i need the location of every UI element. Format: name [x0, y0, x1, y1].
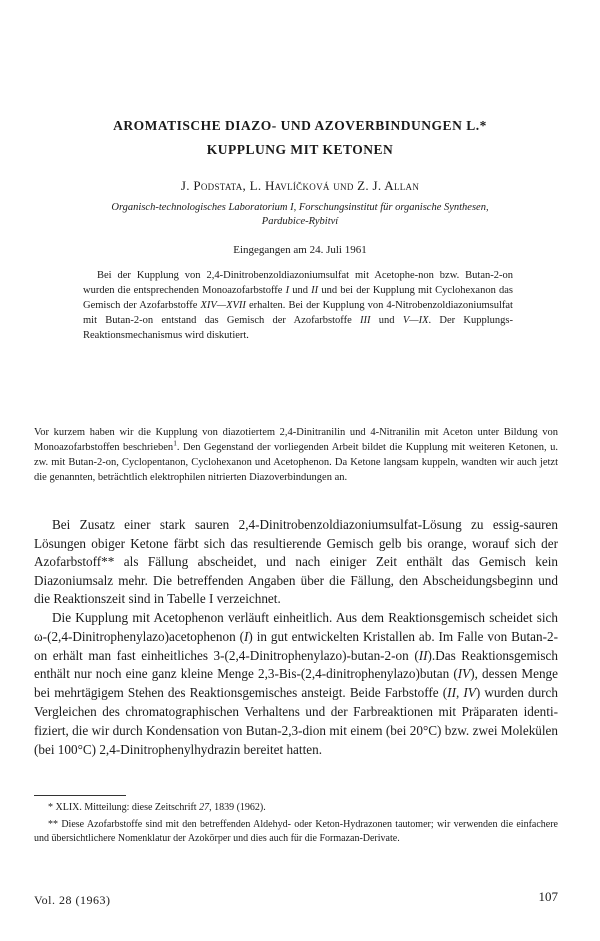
body-text: Bei Zusatz einer stark sauren 2,4-Dinitrobenzoldiazoniumsulfat-Lösung zu essig-sauren Lösungen obiger Ketone färbt sich das resultierende Gemisch gelb bis orange, worauf sich der Azofarbstoff** als Fällung abscheidet, und nach einiger Zeit enthält das Gemisch kein Diazoniumsalz mehr. Die betreffenden Angaben über die Fällung, den Abscheidungsbeginn und die Reaktionszeit sind in Tabelle I verzeichnet. — [34, 517, 558, 607]
compound-label: IV — [457, 666, 471, 682]
title-line-2: KUPPLUNG MIT KETONEN — [206, 142, 394, 157]
compound-label: II — [311, 285, 319, 296]
authors: J. Podstata, L. Havlíčková und Z. J. Allan — [180, 178, 420, 193]
abstract-text: und bei der Kupplung mit Cyclohexanon das Gemisch der Azofarbstoffe — [83, 285, 513, 311]
abstract-text: Bei der Kupplung von 2,4-Dinitrobenzoldiazoniumsulfat mit Acetophe-non bzw. Butan-2-on wurden die entsprechenden Monoazofarbstoffe — [83, 270, 513, 296]
journal-volume: Vol. 28 (1963) — [34, 893, 111, 907]
intro-text: . Den Gegenstand der vorliegenden Arbeit bildet die Kupplung mit weiteren Ketonen, u. zw. mit Butan-2-on, Cyclopentanon, Cyclohexanon und Acetophenon. Da Ketone langsam kuppeln, wandten wir auch jetzt die genannten, beträchtlich elektrophilen nitrierten Diazoverbindungen an. — [34, 442, 559, 483]
body-text: ) wurden durch Vergleichen des chromatographischen Verhaltens und der Farbreaktionen mit Präparaten identi-fiziert, die wir durch Kondensation von Butan-2,3-dion mit einem (bei 20°C) bzw. zwei Molekülen (bei 100°C) 2,4-Dinitrophenylhydrazin bereitet hatten. — [34, 685, 559, 757]
footnote-1 — [34, 801, 558, 815]
body-text: ).Das Reaktionsgemisch enthält nur noch eine ganz kleine Menge 2,3-Bis-(2,4-dinitrophenylazo)butan ( — [34, 647, 558, 682]
compound-label: I — [285, 285, 290, 296]
footnote-text: * XLIX. Mitteilung: diese Zeitschrift — [48, 802, 200, 813]
volume-number: 27 — [199, 802, 210, 813]
compound-label: I — [243, 628, 249, 644]
footnote-2 — [34, 818, 558, 846]
abstract-text: und — [370, 315, 403, 326]
abstract — [83, 268, 513, 343]
body-text: ) in gut entwickelten Kristallen ab. Im Falle von Butan-2-on erhält man fast einheitliches 3-(2,4-Dinitrophenylazo)-butan-2-on ( — [34, 628, 558, 663]
intro-paragraph — [34, 425, 558, 485]
body-paragraph-1 — [34, 516, 558, 609]
body-text: ), dessen Menge bei mehrtägigem Stehen des Reaktionsgemisches ansteigt. Beide Farbstoffe ( — [34, 666, 558, 701]
intro-text: Vor kurzem haben wir die Kupplung von diazotiertem 2,4-Dinitranilin und 4-Nitranilin mit Aceton unter Bildung von Monoazofarbstoffen beschrieben — [34, 427, 558, 453]
compound-label: V—IX — [402, 315, 429, 326]
page-number: 107 — [538, 889, 558, 904]
compound-label: II, IV — [447, 685, 476, 701]
title-line-1: AROMATISCHE DIAZO- UND AZOVERBINDUNGEN L.* — [113, 118, 487, 133]
compound-label: II — [418, 647, 428, 663]
abstract-text: und — [289, 285, 312, 296]
affiliation-line-1: Organisch-technologisches Laboratorium I, Forschungsinstitut für organische Synthesen, — [111, 202, 489, 213]
reference-marker: 1 — [173, 438, 177, 448]
abstract-text: erhalten. Bei der Kupplung von 4-Nitrobenzoldiazoniumsulfat mit Butan-2-on entstand das Gemisch der Azofarbstoffe — [83, 300, 513, 326]
affiliation-line-2: Pardubice-Rybitví — [261, 216, 339, 227]
compound-label: III — [360, 315, 371, 326]
body-text: Die Kupplung mit Acetophenon verläuft einheitlich. Aus dem Reaktionsgemisch scheidet sich ω-(2,4-Dinitrophenylazo)acetophenon ( — [34, 610, 558, 644]
footnote-text: ** Diese Azofarbstoffe sind mit den betreffenden Aldehyd- oder Keton-Hydrazonen tautomer; wir verwenden die einfachere und übersichtlichere Nomenklatur der Azokörper und dies auch für die Formazan-Derivate. — [34, 819, 558, 844]
body-paragraph-2 — [34, 609, 558, 759]
compound-label: XIV—XVII — [200, 300, 246, 311]
footnote-rule — [34, 795, 126, 796]
abstract-text: . Der Kupplungs-Reaktionsmechanismus wird diskutiert. — [83, 315, 513, 341]
footnote-text: , 1839 (1962). — [209, 802, 266, 813]
received-date: Eingegangen am 24. Juli 1961 — [233, 244, 367, 256]
